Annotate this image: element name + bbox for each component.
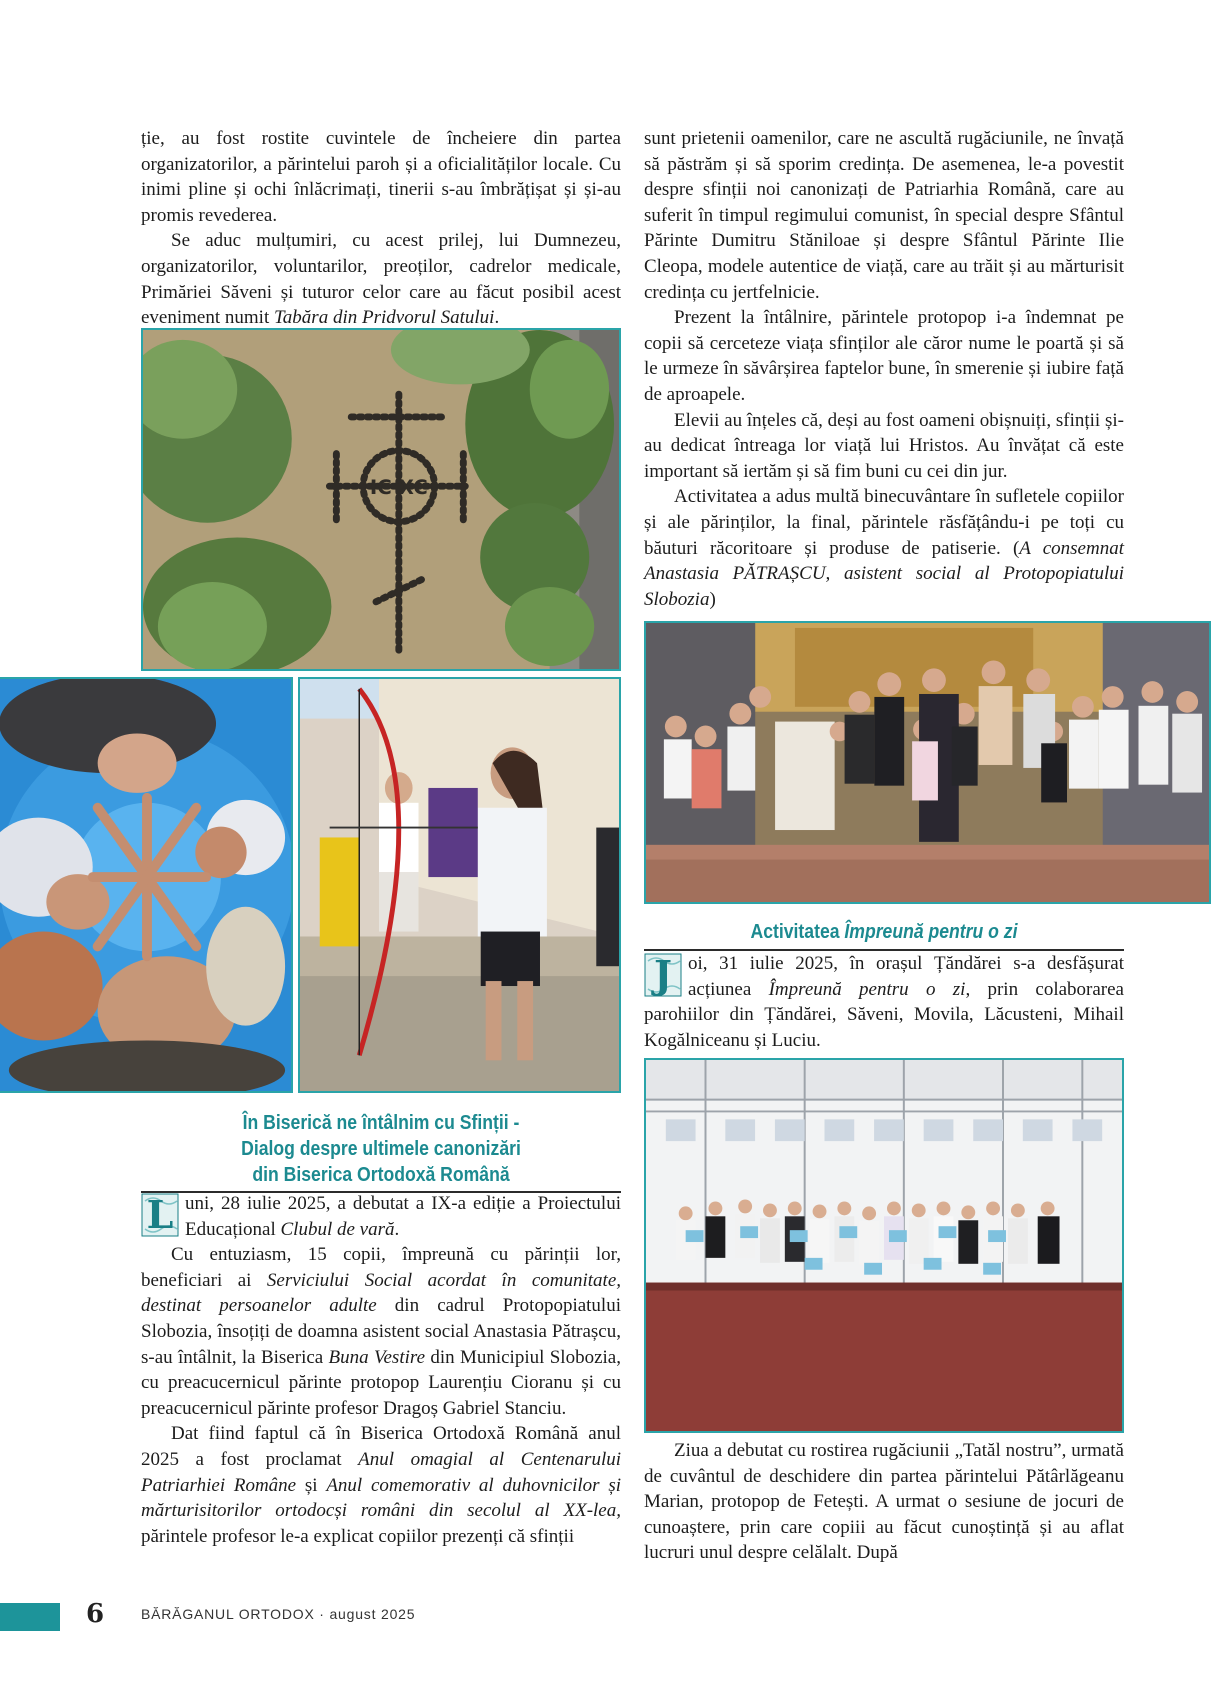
photo-church-group — [644, 621, 1211, 904]
article2-text-right — [644, 126, 1124, 612]
camp-name: Tabăra din Pridvorul Satului — [273, 307, 495, 329]
article2-p7-text: Activitatea a adus multă binecuvântare în sufletele copiilor și ale părinților, la final, părintele răsfățându-i pe toți cu băuturi răcoritoare și produse de patiserie. ( — [644, 486, 1124, 559]
article2-p2-text: Cu entuziasm, 15 copii, împreună cu părinții lor, beneficiari ai — [141, 1244, 621, 1291]
footer-accent-bar — [0, 1603, 60, 1631]
article1-paragraph-2 — [141, 228, 621, 330]
aerial-letters: IC XC — [369, 476, 428, 500]
article3-heading-title: Împreună pentru o zi — [844, 921, 1018, 943]
article3-text-body — [644, 1438, 1124, 1566]
article3-heading-prefix: Activitatea — [750, 921, 845, 943]
article2-p1-text: uni, 28 iulie 2025, a debutat a IX-a ediție a Proiectului Educațional — [185, 1193, 621, 1240]
article2-p1-end: . — [394, 1218, 400, 1240]
article1-p2-text: Se aduc mulțumiri, cu acest prilej, lui Dumnezeu, organizatorilor, voluntarilor, preoților, cadrelor medicale, Primăriei Săveni și tuturor celor care au făcut posibil acest eveniment numit — [141, 230, 621, 329]
dropcap-j-ornament — [644, 953, 682, 997]
article2-heading-line-1: În Biserică ne întâlnim cu Sfinții - — [242, 1112, 520, 1134]
article2-p3-text: Dat fiind faptul că în Biserica Ortodoxă Română anul 2025 a fost proclamat — [141, 1423, 621, 1470]
project-name: Clubul de vară — [280, 1218, 395, 1240]
article1-paragraph-1: ție, au fost rostite cuvintele de încheiere din partea organizatorilor, a părintelui paroh și a oficialităților locale. Cu inimi pline și ochi înlăcrimați, tinerii s-au îmbrățișat și și-au promis revederea. — [141, 128, 621, 226]
publication-name: BĂRĂGANUL ORTODOX — [141, 1606, 315, 1622]
dropcap-l-ornament — [141, 1193, 179, 1237]
issue-date: august 2025 — [329, 1606, 416, 1622]
article2-text-left — [141, 1191, 621, 1549]
article3-p1-text: oi, 31 iulie 2025, în orașul Țăndărei s-a desfășurat acțiunea — [688, 953, 1124, 1000]
article2-p7-end: ) — [709, 588, 716, 610]
dropcap-l-letter: L — [146, 1192, 174, 1237]
article2-p2-mid: din cadrul Protopopiatului Slobozia, însoțiți de doamna asistent social Anastasia Pătrașcu, s-au întâlnit, la Biserica — [141, 1295, 621, 1368]
article1-p2-end: . — [494, 307, 500, 329]
article2-paragraph-2 — [141, 1242, 621, 1421]
article2-paragraph-1 — [141, 1191, 621, 1242]
omagial-year: Anul omagial al Centenarului Patriarhiei Române — [141, 1448, 621, 1496]
dropcap-j-letter: J — [654, 952, 672, 997]
article3-text-intro — [644, 951, 1124, 1053]
social-service-name: Serviciului Social acordat în comunitate, destinat persoanelor adulte — [141, 1269, 621, 1317]
article1-text — [141, 126, 621, 331]
action-name: Împreună pentru o zi — [768, 978, 966, 1000]
photo-aerial-cross — [141, 328, 621, 671]
author-credit: A consemnat Anastasia PĂTRAȘCU, asistent social al Protopopiatului Slobozia — [644, 537, 1124, 610]
article2-p2-end: din Municipiul Slobozia, cu preacucernicul părinte protopop Laurențiu Cioranu și cu preacucernicul părinte profesor Dragoș Gabriel Stanciu. — [141, 1346, 621, 1419]
commemorative-year: Anul comemorativ al duhovnicilor și mărturisitorilor ortodocși români din secolul al XX-lea, — [141, 1474, 621, 1522]
article2-heading-line-2: Dialog despre ultimele canonizări — [241, 1138, 521, 1160]
footer-separator: · — [314, 1606, 330, 1622]
photo-hands-circle — [0, 677, 293, 1093]
article3-paragraph-1 — [644, 951, 1124, 1053]
article3-paragraph-2: Ziua a debutat cu rostirea rugăciunii „Tatăl nostru”, urmată de cuvântul de deschidere din partea părintelui Pătârlăgeanu Marian, protopop de Fetești. A urmat o sesiune de jocuri de cunoaștere, prin care copiii au făcut cunoștință și au aflat lucruri unul despre celălalt. După — [644, 1440, 1124, 1564]
photo-gym-group — [644, 1058, 1124, 1433]
article2-paragraph-4: sunt prietenii oamenilor, care ne ascultă rugăciunile, ne învață să păstrăm și să sporim credința. De asemenea, le-a povestit despre sfinții noi canonizați de Patriarhia Română, care au suferit în timpul regimului comunist, în special despre Sfântul Părinte Dumitru Stăniloae și despre Sfântul Părinte Ilie Cleopa, modele autentice de viață, care au trăit și au mărturisit credința cu jertfelnicie. — [644, 128, 1124, 303]
page-number: 6 — [86, 1599, 105, 1629]
article2-heading-line-3: din Biserica Ortodoxă Română — [252, 1164, 510, 1186]
article3-p1-end: , prin colaborarea parohiilor din Țăndărei, Săveni, Movila, Lăcusteni, Mihail Kogălniceanu și Luciu. — [644, 978, 1124, 1051]
article3-heading — [673, 919, 1095, 945]
article2-paragraph-7 — [644, 484, 1124, 612]
article2-paragraph-5: Prezent la întâlnire, părintele protopop i-a îndemnat pe copii să cerceteze viața sfinților ale căror nume le poartă și să le urmeze în săvârșirea faptelor bune, în smerenie și iubire față de aproapele. — [644, 307, 1124, 405]
article2-heading — [170, 1110, 592, 1188]
photo-archery — [298, 677, 621, 1093]
article2-p3-end: părintele profesor le-a explicat copiilor prezenți că sfinții — [141, 1525, 575, 1547]
article2-paragraph-3 — [141, 1421, 621, 1549]
article2-paragraph-6: Elevii au înțeles că, deși au fost oameni obișnuiți, sfinții și-au dedicat întreaga lor viață lui Hristos. Au învățat că este important să iertăm și să fim buni cu cei din jur. — [644, 409, 1124, 482]
article2-p3-and: și — [296, 1474, 327, 1496]
church-name: Buna Vestire — [328, 1346, 425, 1368]
footer-publication — [141, 1606, 415, 1622]
